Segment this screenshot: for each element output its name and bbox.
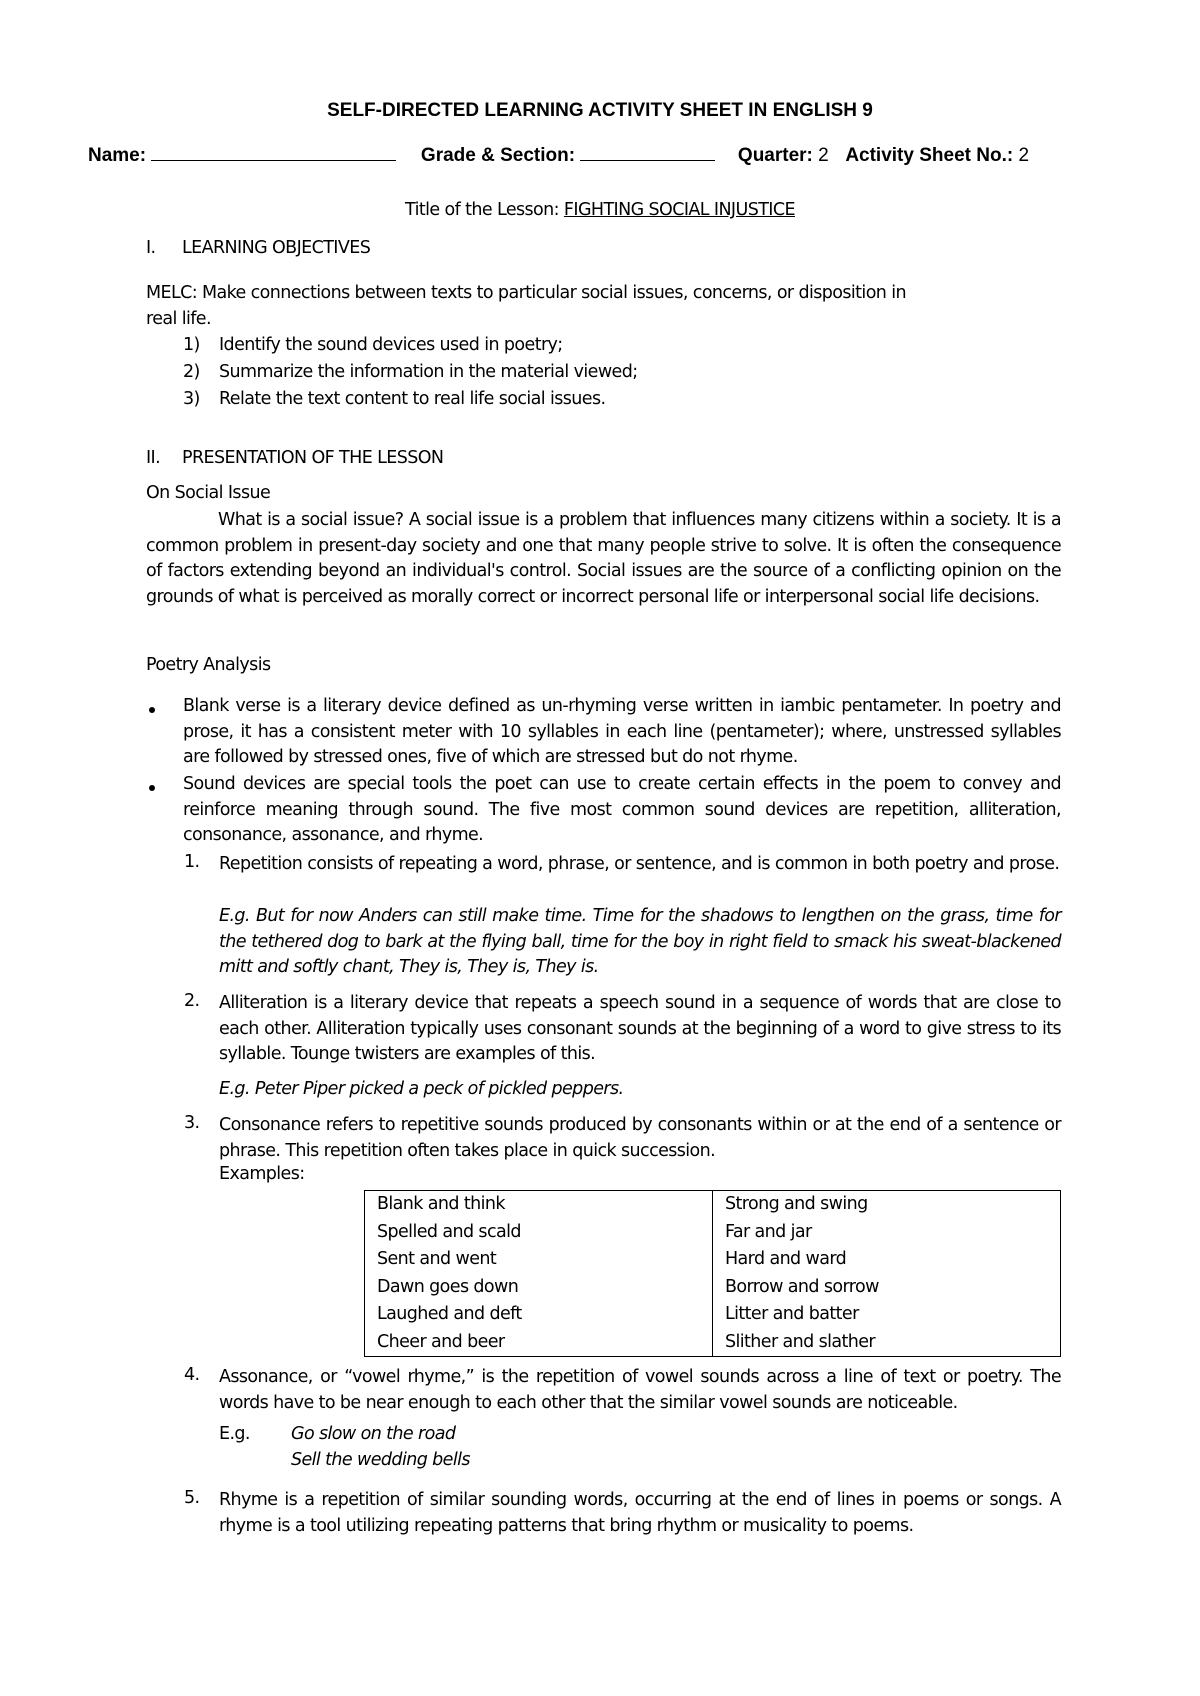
alliteration-paragraph: Alliteration is a literary device that repeats a speech sound in a sequence of words that are close to each other. Alliteration typically uses consonant sounds at the beginning of a word to give stress to its syllable. Tounge twisters are examples of this. <box>219 993 1061 1065</box>
consonance-examples-table <box>364 1190 1061 1357</box>
table-cell: Litter and batter <box>713 1301 1061 1329</box>
social-issue-paragraph: What is a social issue? A social issue is a problem that influences many citizens within a society. It is a common problem in present-day society and one that many people strive to solve. It is often the consequence of factors extending beyond an individual's control. Social issues are the source of a conflicting opinion on the grounds of what is perceived as morally correct or incorrect personal life or interpersonal social life decisions. <box>146 510 1061 607</box>
table-cell: Blank and think <box>377 1194 505 1214</box>
sound-devices-paragraph: Sound devices are special tools the poet can use to create certain effects in the poem to convey and reinforce meaning through sound. The five most common sound devices are repetition, alliteration, consonance, assonance, and rhyme. <box>183 774 1061 846</box>
list-number: 3. <box>184 1113 200 1133</box>
table-row <box>365 1274 1061 1302</box>
assonance-paragraph: Assonance, or “vowel rhyme,” is the repetition of vowel sounds across a line of text or poetry. The words have to be near enough to each other that the similar vowel sounds are noticeable. <box>219 1367 1061 1413</box>
table-row <box>365 1246 1061 1274</box>
rhyme-paragraph: Rhyme is a repetition of similar sounding words, occurring at the end of lines in poems or songs. A rhyme is a tool utilizing repeating patterns that bring rhythm or musicality to poems. <box>219 1490 1061 1536</box>
activity-sheet-value: 2 <box>1018 145 1030 166</box>
objective-text: Relate the text content to real life social issues. <box>219 389 606 409</box>
blank-verse-paragraph: Blank verse is a literary device defined as un-rhyming verse written in iambic pentameter. In poetry and prose, it has a consistent meter with 10 syllables in each line (pentameter); where, unstressed syllables are followed by stressed ones, five of which are stressed but do not rhyme. <box>183 696 1061 768</box>
sheet-title: SELF-DIRECTED LEARNING ACTIVITY SHEET IN ENGLISH 9 <box>327 100 873 121</box>
melc-line-1: MELC: Make connections between texts to particular social issues, concerns, or disposition in <box>146 283 907 303</box>
grade-section-label: Grade & Section: <box>420 145 576 166</box>
objective-number: 3) <box>183 389 200 409</box>
repetition-example: E.g. But for now Anders can still make time. Time for the shadows to lengthen on the grass, time for the tethered dog to bark at the flying ball, time for the boy in right field to smack his sweat-blackened mitt and softly chant, They is, They is, They is. <box>219 906 1061 978</box>
alliteration-example: E.g. Peter Piper picked a peck of pickled peppers. <box>219 1079 624 1099</box>
table-cell: Sent and went <box>377 1249 497 1269</box>
table-cell: Borrow and sorrow <box>713 1274 1061 1302</box>
lesson-title-label: Title of the Lesson: <box>405 200 559 220</box>
assonance-example-line: Sell the wedding bells <box>291 1450 470 1470</box>
assonance-eg-label: E.g. <box>219 1424 250 1444</box>
examples-label: Examples: <box>219 1164 305 1184</box>
lesson-title <box>0 200 1200 220</box>
table-cell: Far and jar <box>713 1219 1061 1247</box>
section-1-numeral: I. <box>146 238 156 258</box>
activity-sheet-label: Activity Sheet No.: <box>845 145 1014 166</box>
table-cell: Laughed and deft <box>377 1304 522 1324</box>
bullet-icon <box>149 707 155 713</box>
table-row <box>365 1191 1061 1219</box>
list-number: 4. <box>184 1365 200 1385</box>
section-2-numeral: II. <box>146 448 161 468</box>
table-row <box>365 1329 1061 1357</box>
table-cell: Dawn goes down <box>377 1276 519 1297</box>
objective-number: 1) <box>183 335 200 355</box>
section-2-heading: PRESENTATION OF THE LESSON <box>182 448 444 468</box>
grade-section-blank[interactable] <box>580 146 715 161</box>
list-number: 5. <box>184 1488 200 1508</box>
objective-text: Identify the sound devices used in poetry; <box>219 335 563 355</box>
consonance-paragraph: Consonance refers to repetitive sounds produced by consonants within or at the end of a sentence or phrase. This repetition often takes place in quick succession. <box>219 1115 1061 1161</box>
social-issue-heading: On Social Issue <box>146 483 271 503</box>
poetry-analysis-heading: Poetry Analysis <box>146 655 271 675</box>
student-info-row <box>88 145 1029 167</box>
bullet-icon <box>149 785 155 791</box>
objective-number: 2) <box>183 362 200 382</box>
assonance-example-line: Go slow on the road <box>291 1424 456 1444</box>
table-row <box>365 1219 1061 1247</box>
table-cell: Strong and swing <box>713 1191 1061 1219</box>
lesson-title-value: FIGHTING SOCIAL INJUSTICE <box>563 200 795 220</box>
list-number: 1. <box>184 852 200 872</box>
melc-line-2: real life. <box>146 309 211 329</box>
quarter-value: 2 <box>818 145 829 166</box>
name-label: Name: <box>88 145 147 166</box>
list-number: 2. <box>184 991 200 1011</box>
repetition-paragraph: Repetition consists of repeating a word, phrase, or sentence, and is common in both poetry and prose. <box>219 854 1060 874</box>
table-cell: Spelled and scald <box>377 1221 521 1242</box>
objective-text: Summarize the information in the material viewed; <box>219 362 638 382</box>
section-1-heading: LEARNING OBJECTIVES <box>182 238 371 258</box>
table-cell: Cheer and beer <box>377 1331 505 1352</box>
table-row <box>365 1301 1061 1329</box>
quarter-label: Quarter: <box>737 145 813 166</box>
table-cell: Slither and slather <box>713 1329 1061 1357</box>
name-blank[interactable] <box>151 146 396 161</box>
table-cell: Hard and ward <box>713 1246 1061 1274</box>
